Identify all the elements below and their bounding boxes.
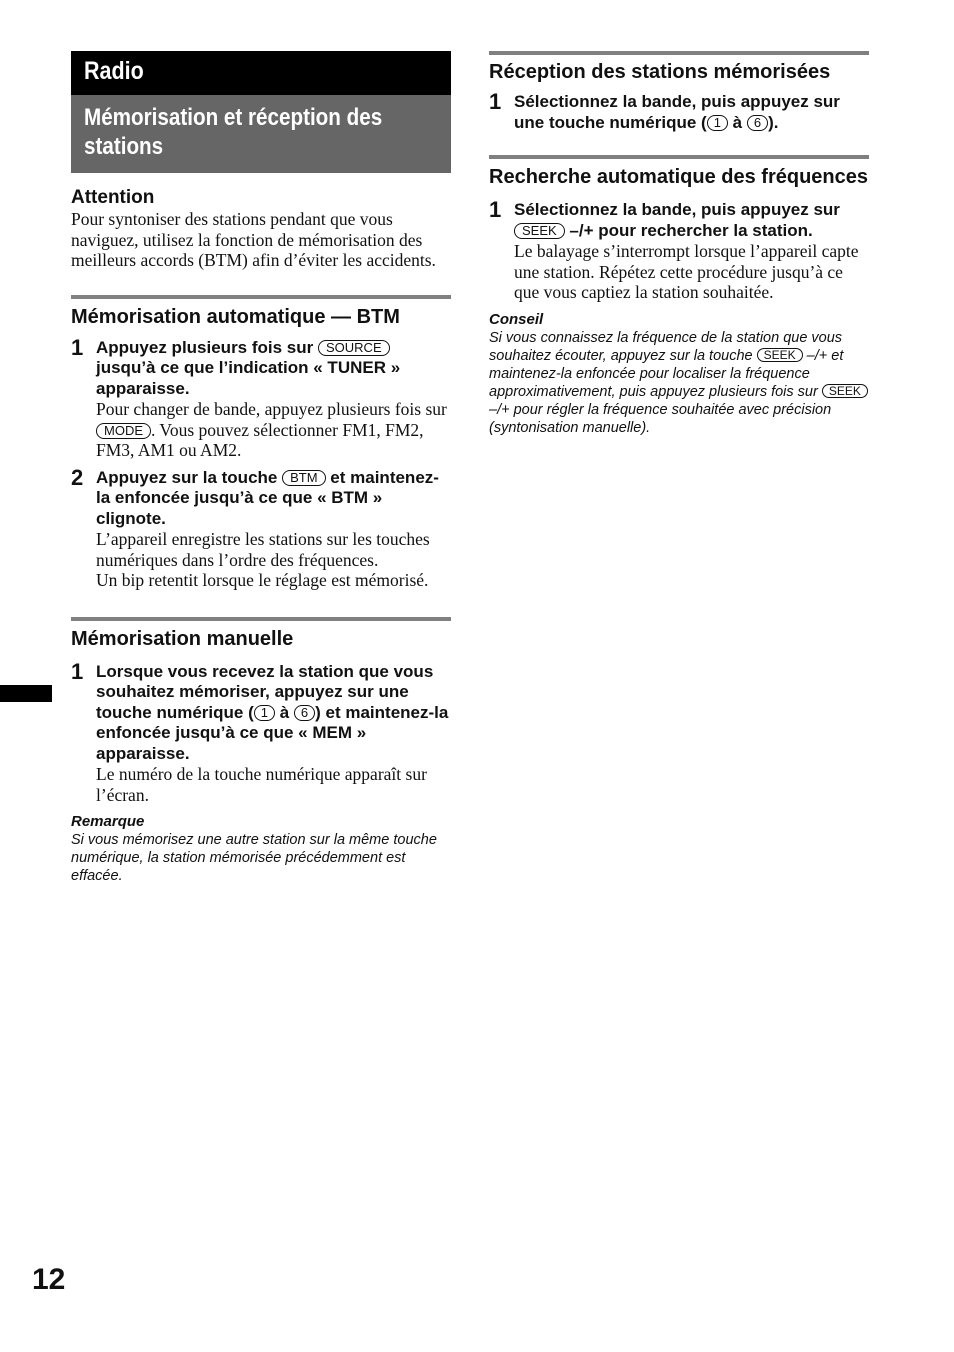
attention-text: Pour syntoniser des stations pendant que vous naviguez, utilisez la fonction de mémorisation des meilleurs accords (BTM) afin d’éviter les accidents.	[71, 209, 436, 270]
tip-text: Si vous connaissez la fréquence de la station que vous souhaitez écouter, appuyez sur la touche SEEK –/+ et maintenez-la enfoncée pour localiser la fréquence approximativement, puis appuyez plusieurs fois sur SEEK –/+ pour régler la fréquence souhaitée avec précision (syntonisation manuelle).	[489, 329, 869, 437]
note-text: Si vous mémorisez une autre station sur la même touche numérique, la station mémorisée précédemment est effacée.	[71, 832, 437, 884]
search-step-1	[489, 197, 869, 303]
manual-step-1	[71, 658, 451, 806]
btm-step-1	[71, 334, 451, 461]
section-tab-marker	[0, 685, 52, 702]
section-title-banner	[71, 95, 451, 173]
step-number: 1	[71, 334, 84, 360]
preset-1-key-icon: 1	[707, 115, 728, 131]
attention-heading: Attention	[71, 187, 155, 208]
btm-step-2	[71, 464, 451, 591]
seek-key-icon: SEEK	[822, 384, 868, 398]
step-instruction: Sélectionnez la bande, puis appuyez sur une touche numérique ( 1 à 6 ).	[514, 92, 840, 132]
step-description: L’appareil enregistre les stations sur les touches numériques dans l’ordre des fréquences.	[96, 529, 430, 570]
search-section-heading: Recherche automatique des fréquences	[489, 155, 869, 190]
preset-1-key-icon: 1	[254, 705, 275, 721]
step-description: Le numéro de la touche numérique apparaît sur l’écran.	[96, 764, 427, 805]
chapter-title-banner	[71, 51, 451, 95]
note-heading: Remarque	[71, 813, 145, 830]
reception-section-heading: Réception des stations mémorisées	[489, 51, 869, 85]
step-number: 1	[71, 658, 84, 684]
preset-6-key-icon: 6	[294, 705, 315, 721]
manual-section-heading: Mémorisation manuelle	[71, 617, 451, 652]
step-number: 2	[71, 464, 84, 490]
step-description: Pour changer de bande, appuyez plusieurs fois sur MODE . Vous pouvez sélectionner FM1, FM2, FM3, AM1 ou AM2.	[96, 399, 447, 460]
step-number: 1	[489, 89, 502, 114]
step-description: Un bip retentit lorsque le réglage est mémorisé.	[96, 570, 429, 590]
seek-key-icon: SEEK	[514, 223, 565, 239]
step-instruction: Appuyez sur la touche BTM et maintenez-la enfoncée jusqu’à ce que « BTM » clignote.	[96, 467, 439, 528]
btm-section-heading: Mémorisation automatique — BTM	[71, 295, 451, 330]
remark-note	[71, 813, 451, 885]
page-number: 12	[32, 1263, 66, 1296]
step-instruction: Appuyez plusieurs fois sur SOURCE jusqu’à ce que l’indication « TUNER » apparaisse.	[96, 337, 401, 398]
source-key-icon: SOURCE	[318, 340, 390, 356]
step-instruction: Sélectionnez la bande, puis appuyez sur SEEK –/+ pour rechercher la station.	[514, 200, 840, 240]
btm-key-icon: BTM	[282, 470, 325, 486]
section-title: Mémorisation et réception des stations	[84, 104, 383, 160]
right-column	[489, 51, 869, 437]
tip-note	[489, 311, 869, 437]
left-column	[71, 51, 451, 885]
step-description: Le balayage s’interrompt lorsque l’appareil capte une station. Répétez cette procédure jusqu’à ce que vous captiez la station souhaitée.	[514, 241, 859, 302]
preset-6-key-icon: 6	[747, 115, 768, 131]
chapter-title: Radio	[84, 57, 144, 85]
step-number: 1	[489, 197, 502, 222]
mode-key-icon: MODE	[96, 423, 151, 439]
step-instruction: Lorsque vous recevez la station que vous souhaitez mémoriser, appuyez sur une touche numérique ( 1 à 6 ) et maintenez-la enfoncée jusqu’à ce que « MEM » apparaisse.	[96, 661, 449, 763]
reception-step-1	[489, 89, 869, 133]
tip-heading: Conseil	[489, 310, 544, 328]
seek-key-icon: SEEK	[757, 348, 803, 362]
